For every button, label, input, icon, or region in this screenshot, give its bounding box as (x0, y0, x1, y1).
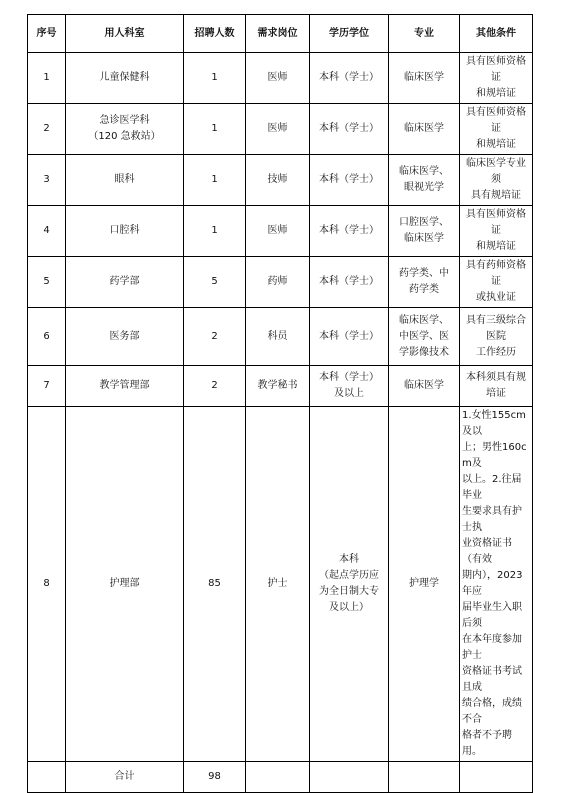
header-row (28, 15, 533, 53)
cell-department: 教学管理部 (66, 366, 184, 407)
cell-index: 1 (28, 53, 66, 104)
cell-education: 本科（学士） (310, 155, 389, 206)
cell-other: 本科须具有规培证 (460, 366, 533, 407)
cell-headcount: 85 (184, 407, 246, 762)
table-row (28, 155, 533, 206)
cell-position: 药师 (246, 257, 310, 308)
cell-index: 4 (28, 206, 66, 257)
cell-major: 口腔医学、 临床医学 (389, 206, 460, 257)
col-header-index: 序号 (28, 15, 66, 53)
cell-headcount: 1 (184, 155, 246, 206)
cell-department: 医务部 (66, 308, 184, 366)
cell-major: 临床医学 (389, 104, 460, 155)
cell-major: 临床医学、 中医学、医 学影像技术 (389, 308, 460, 366)
cell-major: 护理学 (389, 407, 460, 762)
recruitment-table (27, 14, 533, 793)
col-header-headcount: 招聘人数 (184, 15, 246, 53)
cell-department: 眼科 (66, 155, 184, 206)
cell-department: 口腔科 (66, 206, 184, 257)
cell-position: 医师 (246, 206, 310, 257)
cell-other (460, 762, 533, 793)
cell-education: 本科（学士） (310, 104, 389, 155)
col-header-department: 用人科室 (66, 15, 184, 53)
cell-total-label: 合计 (66, 762, 184, 793)
cell-headcount: 5 (184, 257, 246, 308)
cell-education: 本科（学士） (310, 53, 389, 104)
cell-headcount: 1 (184, 53, 246, 104)
cell-department: 护理部 (66, 407, 184, 762)
cell-major: 临床医学、 眼视光学 (389, 155, 460, 206)
cell-other: 具有三级综合医院 工作经历 (460, 308, 533, 366)
cell-other: 1.女性155cm及以 上；男性160cm及 以上。2.往届毕业 生要求具有护士执 业资格证书（有效 期内），2023年应 届毕业生入职后须 在本年度参加护士 资格证书考试且成 绩合格，成绩不合 格者不予聘用。 (460, 407, 533, 762)
cell-position: 科员 (246, 308, 310, 366)
cell-department: 儿童保健科 (66, 53, 184, 104)
cell-other: 具有药师资格证 或执业证 (460, 257, 533, 308)
cell-index: 8 (28, 407, 66, 762)
cell-position: 技师 (246, 155, 310, 206)
cell-headcount: 2 (184, 308, 246, 366)
cell-education (310, 762, 389, 793)
col-header-major: 专业 (389, 15, 460, 53)
table-row (28, 308, 533, 366)
table-row (28, 53, 533, 104)
cell-headcount: 1 (184, 104, 246, 155)
cell-index: 5 (28, 257, 66, 308)
table-row (28, 206, 533, 257)
cell-total-headcount: 98 (184, 762, 246, 793)
table-row (28, 104, 533, 155)
cell-other: 具有医师资格证 和规培证 (460, 53, 533, 104)
cell-education: 本科（学士） 及以上 (310, 366, 389, 407)
cell-position (246, 762, 310, 793)
cell-department: 急诊医学科 （120 急救站） (66, 104, 184, 155)
table-row (28, 366, 533, 407)
cell-other: 具有医师资格证 和规培证 (460, 104, 533, 155)
cell-education: 本科（学士） (310, 206, 389, 257)
total-row (28, 762, 533, 793)
table-row (28, 257, 533, 308)
cell-position: 医师 (246, 53, 310, 104)
col-header-position: 需求岗位 (246, 15, 310, 53)
cell-major: 临床医学 (389, 53, 460, 104)
cell-major: 药学类、中 药学类 (389, 257, 460, 308)
cell-other: 临床医学专业须 具有规培证 (460, 155, 533, 206)
cell-department: 药学部 (66, 257, 184, 308)
cell-index: 3 (28, 155, 66, 206)
cell-position: 教学秘书 (246, 366, 310, 407)
cell-index (28, 762, 66, 793)
table-row (28, 407, 533, 762)
col-header-education: 学历学位 (310, 15, 389, 53)
cell-major (389, 762, 460, 793)
cell-major: 临床医学 (389, 366, 460, 407)
cell-other: 具有医师资格证 和规培证 (460, 206, 533, 257)
cell-headcount: 1 (184, 206, 246, 257)
cell-position: 医师 (246, 104, 310, 155)
cell-index: 6 (28, 308, 66, 366)
cell-index: 2 (28, 104, 66, 155)
cell-headcount: 2 (184, 366, 246, 407)
col-header-other: 其他条件 (460, 15, 533, 53)
cell-education: 本科 （起点学历应 为全日制大专 及以上） (310, 407, 389, 762)
cell-education: 本科（学士） (310, 257, 389, 308)
cell-education: 本科（学士） (310, 308, 389, 366)
cell-index: 7 (28, 366, 66, 407)
cell-position: 护士 (246, 407, 310, 762)
